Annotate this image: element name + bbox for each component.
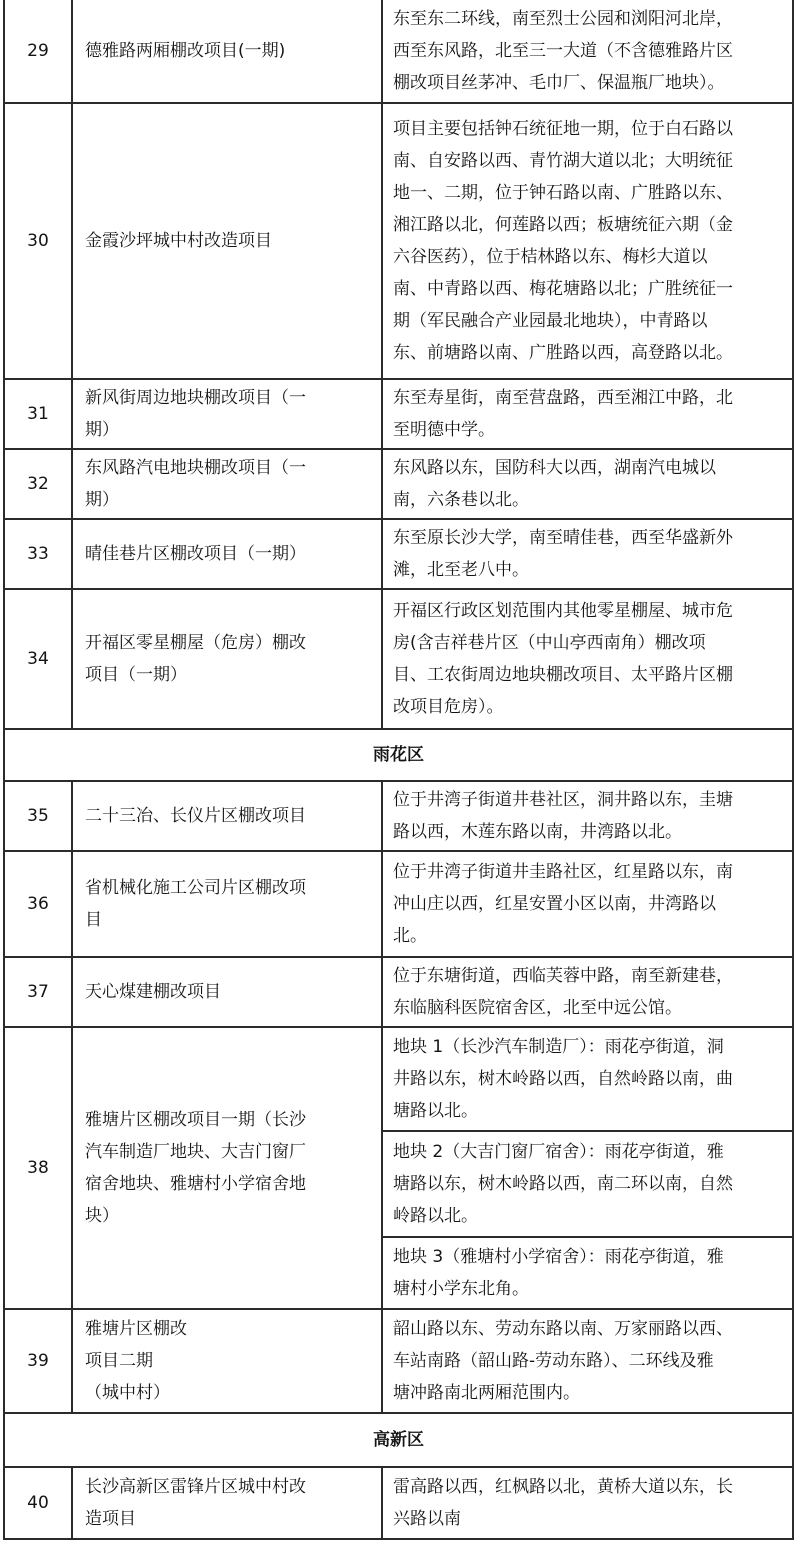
row-number: 34 bbox=[4, 589, 72, 729]
project-name: 开福区零星棚屋（危房）棚改 项目（一期） bbox=[72, 589, 382, 729]
project-scope: 位于井湾子街道井巷社区，洞井路以东，圭塘 路以西，木莲东路以南，井湾路以北。 bbox=[382, 781, 793, 851]
project-name: 长沙高新区雷锋片区城中村改 造项目 bbox=[72, 1467, 382, 1539]
table-row bbox=[4, 851, 793, 957]
project-scope: 韶山路以东、劳动东路以南、万家丽路以西、 车站南路（韶山路-劳动东路）、二环线及雅 塘冲路南北两厢范围内。 bbox=[382, 1309, 793, 1413]
section-title-yuhua: 雨花区 bbox=[4, 729, 793, 781]
table-row bbox=[4, 0, 793, 103]
table-row bbox=[4, 519, 793, 589]
project-scope: 东风路以东，国防科大以西，湖南汽电城以 南，六条巷以北。 bbox=[382, 449, 793, 519]
plot-1-scope: 地块 1（长沙汽车制造厂）：雨花亭街道，洞 井路以东，树木岭路以西，自然岭路以南，曲 塘路以北。 bbox=[382, 1027, 793, 1131]
section-title-gaoxin: 高新区 bbox=[4, 1413, 793, 1467]
row-number: 37 bbox=[4, 957, 72, 1027]
row-number: 39 bbox=[4, 1309, 72, 1413]
table-row bbox=[4, 1027, 793, 1131]
plot-2-scope: 地块 2（大吉门窗厂宿舍）：雨花亭街道，雅 塘路以东，树木岭路以西，南二环以南，自然 岭路以北。 bbox=[382, 1131, 793, 1237]
plot-3-scope: 地块 3（雅塘村小学宿舍）：雨花亭街道，雅 塘村小学东北角。 bbox=[382, 1237, 793, 1309]
project-table bbox=[3, 0, 794, 1540]
section-header-row bbox=[4, 729, 793, 781]
row-number: 38 bbox=[4, 1027, 72, 1309]
project-scope: 项目主要包括钟石统征地一期，位于白石路以 南、自安路以西、青竹湖大道以北；大明统征 地一、二期，位于钟石路以南、广胜路以东、 湘江路以北，何莲路以西；板塘统征六期（金 六谷医药），位于桔林路以东、梅杉大道以 南、中青路以西、梅花塘路以北；广胜统征一 期（军民融合产业园最北地块），中青路以 东、前塘路以南、广胜路以西，高登路以北。 bbox=[382, 103, 793, 379]
project-name: 雅塘片区棚改项目一期（长沙 汽车制造厂地块、大吉门窗厂 宿舍地块、雅塘村小学宿舍地 块） bbox=[72, 1027, 382, 1309]
row-number: 40 bbox=[4, 1467, 72, 1539]
project-name: 德雅路两厢棚改项目(一期) bbox=[72, 0, 382, 103]
project-scope: 东至寿星街，南至营盘路，西至湘江中路，北 至明德中学。 bbox=[382, 379, 793, 449]
project-name: 雅塘片区棚改 项目二期 （城中村） bbox=[72, 1309, 382, 1413]
row-number: 29 bbox=[4, 0, 72, 103]
project-name: 二十三冶、长仪片区棚改项目 bbox=[72, 781, 382, 851]
project-scope: 东至东二环线，南至烈士公园和浏阳河北岸， 西至东风路，北至三一大道（不含德雅路片区 棚改项目丝茅冲、毛巾厂、保温瓶厂地块）。 bbox=[382, 0, 793, 103]
project-name: 晴佳巷片区棚改项目（一期） bbox=[72, 519, 382, 589]
row-number: 30 bbox=[4, 103, 72, 379]
project-scope: 雷高路以西，红枫路以北，黄桥大道以东，长 兴路以南 bbox=[382, 1467, 793, 1539]
table-row bbox=[4, 1309, 793, 1413]
project-name: 新风街周边地块棚改项目（一 期） bbox=[72, 379, 382, 449]
row-number: 31 bbox=[4, 379, 72, 449]
table-row bbox=[4, 781, 793, 851]
project-scope: 位于井湾子街道井圭路社区，红星路以东，南 冲山庄以西，红星安置小区以南，井湾路以 北。 bbox=[382, 851, 793, 957]
project-scope: 开福区行政区划范围内其他零星棚屋、城市危 房(含吉祥巷片区（中山亭西南角）棚改项 目、工农街周边地块棚改项目、太平路片区棚 改项目危房）。 bbox=[382, 589, 793, 729]
project-scope: 位于东塘街道，西临芙蓉中路，南至新建巷， 东临脑科医院宿舍区，北至中远公馆。 bbox=[382, 957, 793, 1027]
project-name: 天心煤建棚改项目 bbox=[72, 957, 382, 1027]
table-row bbox=[4, 103, 793, 379]
table-row bbox=[4, 449, 793, 519]
project-name: 金霞沙坪城中村改造项目 bbox=[72, 103, 382, 379]
table-row bbox=[4, 957, 793, 1027]
row-number: 33 bbox=[4, 519, 72, 589]
table-row bbox=[4, 379, 793, 449]
section-header-row bbox=[4, 1413, 793, 1467]
table-row bbox=[4, 589, 793, 729]
project-name: 东风路汽电地块棚改项目（一 期） bbox=[72, 449, 382, 519]
table-row bbox=[4, 1467, 793, 1539]
row-number: 32 bbox=[4, 449, 72, 519]
project-scope: 东至原长沙大学，南至晴佳巷，西至华盛新外 滩，北至老八中。 bbox=[382, 519, 793, 589]
row-number: 36 bbox=[4, 851, 72, 957]
row-number: 35 bbox=[4, 781, 72, 851]
project-name: 省机械化施工公司片区棚改项 目 bbox=[72, 851, 382, 957]
